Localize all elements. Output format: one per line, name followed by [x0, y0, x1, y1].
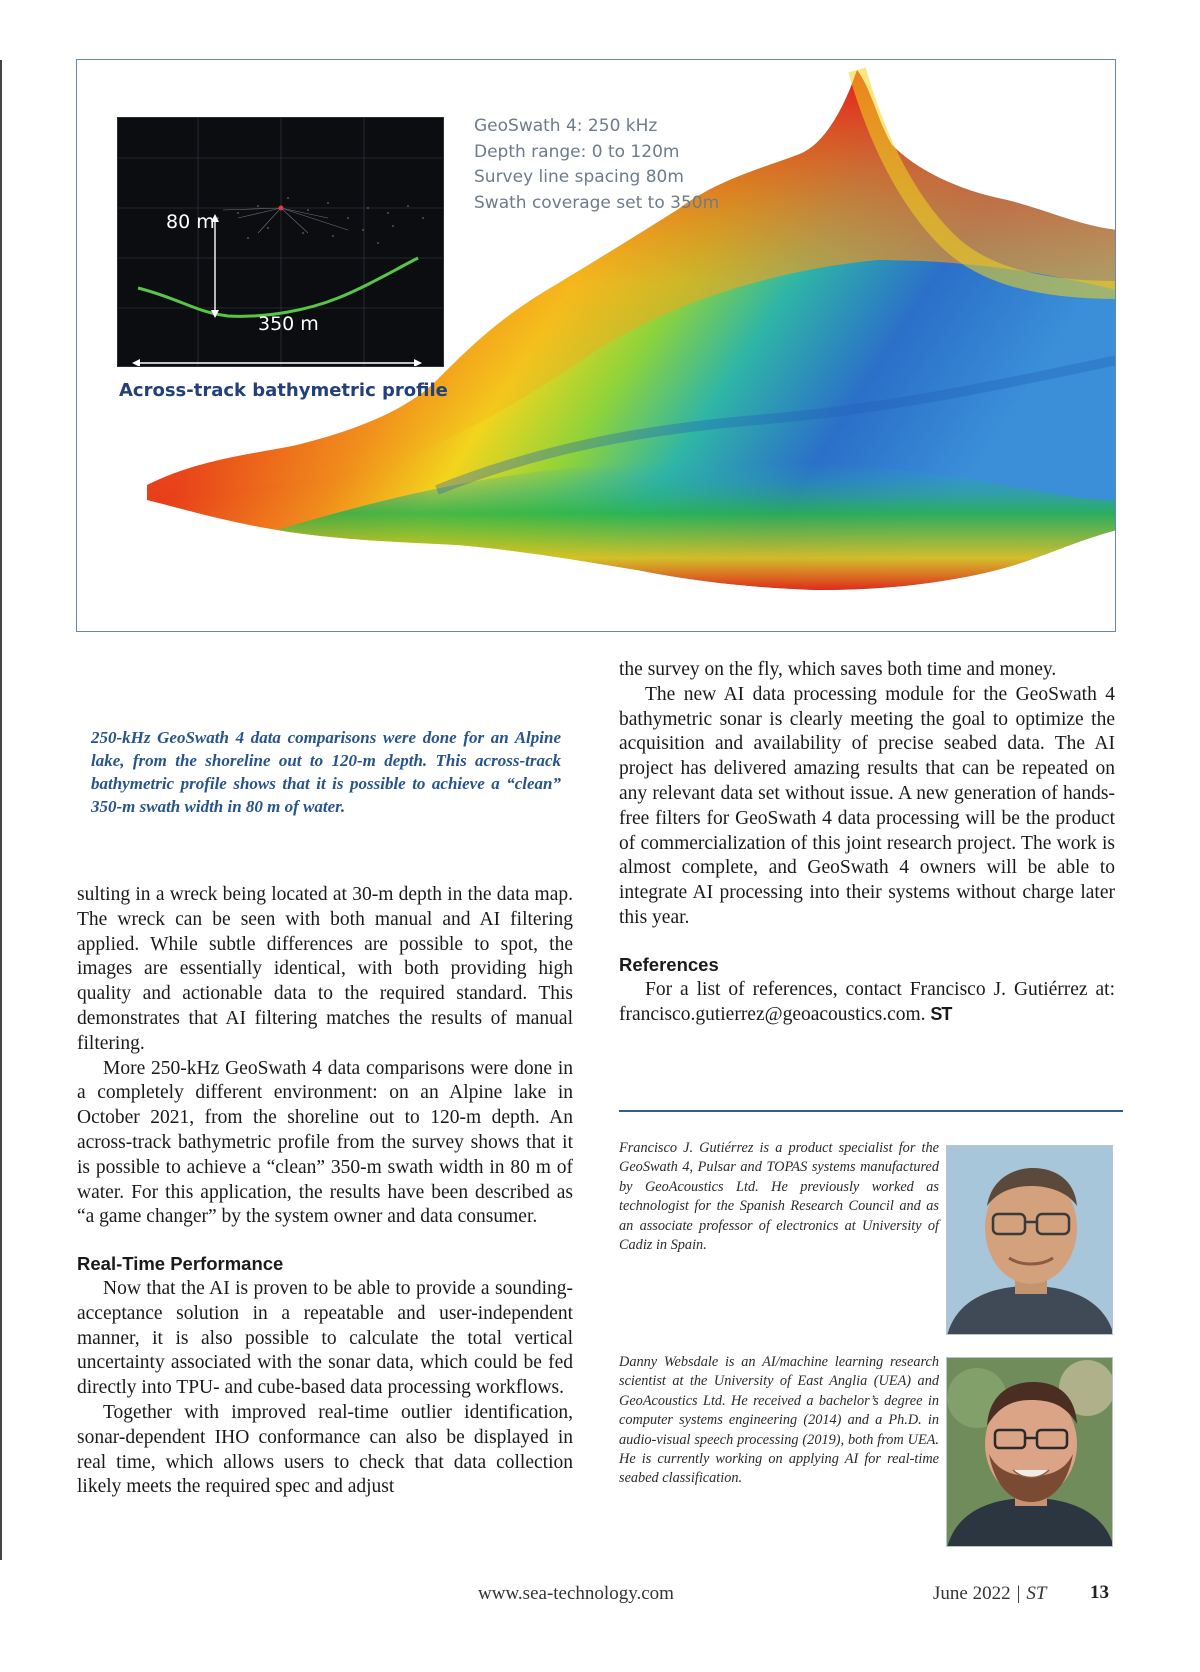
paragraph: Now that the AI is proven to be able to provide a sounding-acceptance solution in a repeatable and user-independent manner, it is also possible to calculate the total vertical uncertainty associated with the sonar data, which could be fed directly into TPU- and cube-based data processing workflows. [77, 1277, 573, 1399]
issue-date: June 2022 [933, 1583, 1011, 1604]
across-track-profile-inset [117, 117, 444, 367]
section-heading: References [619, 953, 719, 975]
spec-frequency: GeoSwath 4: 250 kHz [474, 116, 658, 136]
footer-url: www.sea-technology.com [478, 1583, 674, 1604]
paragraph: The new AI data processing module for the GeoSwath 4 bathymetric sonar is clearly meeting the goal to optimize the acquisition and availability of precise seabed data. The AI project has delivered amazing results that can be repeated on any relevant data set without issue. A new generation of hands-free filters for GeoSwath 4 data processing will be the product of commercialization of this joint research project. The work is almost complete, and GeoSwath 4 owners will be able to integrate AI processing into their systems without charge later this year. [619, 683, 1115, 928]
footer-separator: | [1016, 1583, 1021, 1604]
paragraph: sulting in a wreck being located at 30-m depth in the data map. The wreck can be seen with both manual and AI filtering applied. While subtle differences are possible to spot, the images are essentially identical, with both providing high quality and actionable data to the required standard. This demonstrates that AI filtering matches the results of manual filtering. [77, 884, 573, 1054]
magazine-abbrev: ST [1026, 1583, 1047, 1604]
spec-swath-coverage: Swath coverage set to 350m [474, 192, 720, 213]
paragraph [619, 978, 1115, 1029]
references-text: For a list of references, contact Francisco J. Gutiérrez at: francisco.gutierrez@geoacoustics.com. [619, 978, 1115, 1026]
bio-divider [619, 1110, 1123, 1112]
end-mark: ST [930, 1004, 952, 1025]
right-column [619, 658, 1115, 1028]
paragraph: the survey on the fly, which saves both time and money. [619, 659, 1057, 680]
page-number: 13 [1090, 1582, 1109, 1603]
author-bio: Danny Websdale is an AI/machine learning research scientist at the University of East Anglia (UEA) and GeoAcoustics Ltd. He received a bachelor’s degree in computer systems engineering (2014) and a Ph.D. in audio-visual speech processing (2019), both from UEA. He is currently working on applying AI for real-time seabed classification. [619, 1354, 939, 1487]
paragraph: Together with improved real-time outlier identification, sonar-dependent IHO conformance can also be displayed in real time, which allows users to check that data collection likely meets the required spec and adjust [77, 1401, 573, 1498]
author-portrait-icon [947, 1146, 1113, 1335]
figure-caption: 250-kHz GeoSwath 4 data comparisons were done for an Alpine lake, from the shoreline out to 120-m depth. This across-track bathymetric profile shows that it is possible to achieve a “clean” 350-m swath width in 80 m of water. [91, 728, 561, 816]
inset-caption: Across-track bathymetric profile [119, 380, 448, 401]
bathymetry-figure [76, 59, 1116, 632]
paragraph: More 250-kHz GeoSwath 4 data comparisons were done in a completely different environment: on an Alpine lake in October 2021, from the shoreline out to 120-m depth. An across-track bathymetric profile from the survey shows that it is possible to achieve a “clean” 350-m swath width in 80 m of water. For this application, the results have been described as “a game changer” by the system owner and data consumer. [77, 1057, 573, 1228]
survey-specs [474, 114, 719, 216]
spec-depth-range: Depth range: 0 to 120m [474, 141, 680, 162]
author-portrait-icon [947, 1358, 1113, 1547]
author-photo [946, 1357, 1113, 1547]
left-column [77, 883, 573, 1500]
section-heading: Real-Time Performance [77, 1253, 284, 1275]
swath-width-label: 350 m [258, 313, 319, 335]
left-edge-line [0, 60, 2, 1560]
author-bio: Francisco J. Gutiérrez is a product specialist for the GeoSwath 4, Pulsar and TOPAS systems manufactured by GeoAcoustics Ltd. He previously worked as technologist for the Spanish Research Council and as an associate professor of electronics at University of Cadiz in Spain. [619, 1140, 939, 1254]
spec-line-spacing: Survey line spacing 80m [474, 167, 684, 187]
depth-label: 80 m [166, 211, 215, 233]
footer-issue [933, 1583, 1046, 1605]
author-photo [946, 1145, 1113, 1335]
